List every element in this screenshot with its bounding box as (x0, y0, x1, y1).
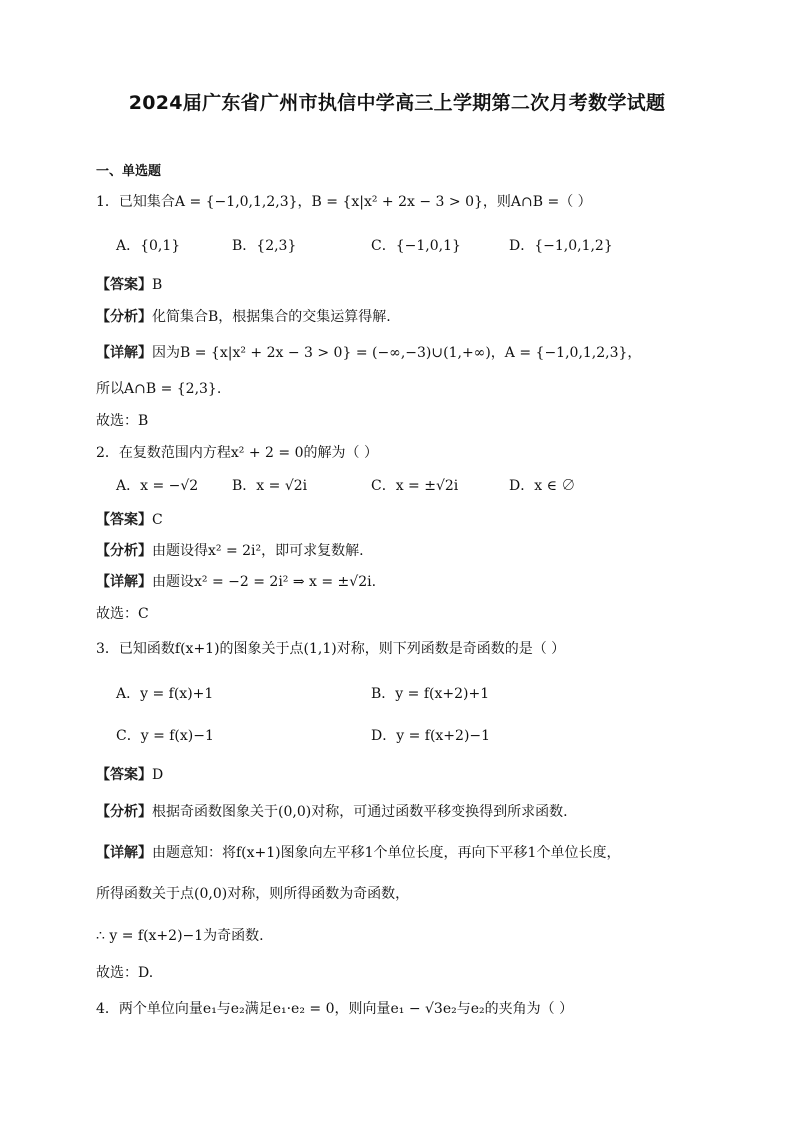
q1-detail-2: 所以A∩B = {2,3}. (96, 381, 222, 397)
q2-answer-value: C (152, 512, 163, 528)
q2-analysis (96, 541, 364, 561)
q2-answer (96, 510, 163, 530)
answer-tag: 【答案】 (96, 277, 152, 293)
q3-option-c: C．y = f(x)−1 (116, 728, 214, 744)
analysis-tag: 【分析】 (96, 804, 152, 820)
q1-detail (96, 343, 641, 363)
q1-choose (96, 411, 148, 431)
q3-analysis (96, 802, 568, 822)
detail-tag: 【详解】 (96, 345, 152, 361)
q1-option-b: B．{2,3} (232, 238, 297, 254)
answer-tag: 【答案】 (96, 512, 152, 528)
q2-option-b: B．x = √2i (232, 478, 308, 494)
detail-tag: 【详解】 (96, 574, 152, 590)
analysis-tag: 【分析】 (96, 543, 152, 559)
q1-option-d: D．{−1,0,1,2} (509, 238, 613, 254)
q2-analysis-text: 由题设得x² = 2i²，即可求复数解. (152, 543, 364, 559)
q1-option-c: C．{−1,0,1} (371, 238, 461, 254)
q3-option-a: A．y = f(x)+1 (116, 686, 214, 702)
q3-option-d: D．y = f(x+2)−1 (371, 728, 491, 744)
choose-label: 故选： (96, 413, 138, 429)
q2-option-d: D．x ∈ ∅ (509, 478, 576, 494)
page-title: 2024届广东省广州市执信中学高三上学期第二次月考数学试题 (128, 92, 666, 114)
q1-analysis (96, 307, 391, 327)
q3-detail (96, 843, 620, 863)
q1-stem: 1．已知集合A = {−1,0,1,2,3}，B = {x|x² + 2x − 3 > 0}，则A∩B =（ ） (96, 194, 592, 210)
q1-choose-value: B (138, 413, 149, 429)
q3-answer (96, 765, 163, 785)
analysis-tag: 【分析】 (96, 309, 152, 325)
q2-option-c: C．x = ±√2i (371, 478, 459, 494)
answer-tag: 【答案】 (96, 767, 152, 783)
q2-option-a: A．x = −√2 (116, 478, 199, 494)
q1-option-a: A．{0,1} (116, 238, 181, 254)
section-heading: 一、单选题 (96, 164, 162, 179)
q3-answer-value: D (152, 767, 164, 783)
q1-analysis-text: 化简集合B，根据集合的交集运算得解. (152, 309, 391, 325)
q3-analysis-text: 根据奇函数图象关于(0,0)对称，可通过函数平移变换得到所求函数. (152, 804, 568, 820)
q2-detail-text: 由题设x² = −2 = 2i² ⇒ x = ±√2i. (152, 574, 377, 590)
q3-detail-3: ∴ y = f(x+2)−1为奇函数. (96, 928, 264, 944)
q3-stem: 3．已知函数f(x+1)的图象关于点(1,1)对称，则下列函数是奇函数的是（ ） (96, 641, 566, 657)
q3-choose-value: D. (138, 965, 154, 981)
q3-choose (96, 963, 153, 983)
q4-stem: 4．两个单位向量e₁与e₂满足e₁·e₂ = 0，则向量e₁ − √3e₂与e₂的夹角为（ ） (96, 1001, 574, 1017)
choose-label: 故选： (96, 606, 138, 622)
q1-answer-value: B (152, 277, 163, 293)
q1-detail-text: 因为B = {x|x² + 2x − 3 > 0} = (−∞,−3)∪(1,+∞)，A = {−1,0,1,2,3}， (152, 345, 642, 361)
q3-detail-text: 由题意知：将f(x+1)图象向左平移1个单位长度，再向下平移1个单位长度， (152, 845, 621, 861)
q2-detail (96, 572, 376, 592)
q3-detail-2: 所得函数关于点(0,0)对称，则所得函数为奇函数， (96, 886, 410, 902)
q1-answer (96, 275, 162, 295)
detail-tag: 【详解】 (96, 845, 152, 861)
choose-label: 故选： (96, 965, 138, 981)
q2-choose (96, 604, 149, 624)
q2-stem: 2．在复数范围内方程x² + 2 = 0的解为（ ） (96, 445, 378, 461)
q3-option-b: B．y = f(x+2)+1 (371, 686, 490, 702)
q2-choose-value: C (138, 606, 149, 622)
